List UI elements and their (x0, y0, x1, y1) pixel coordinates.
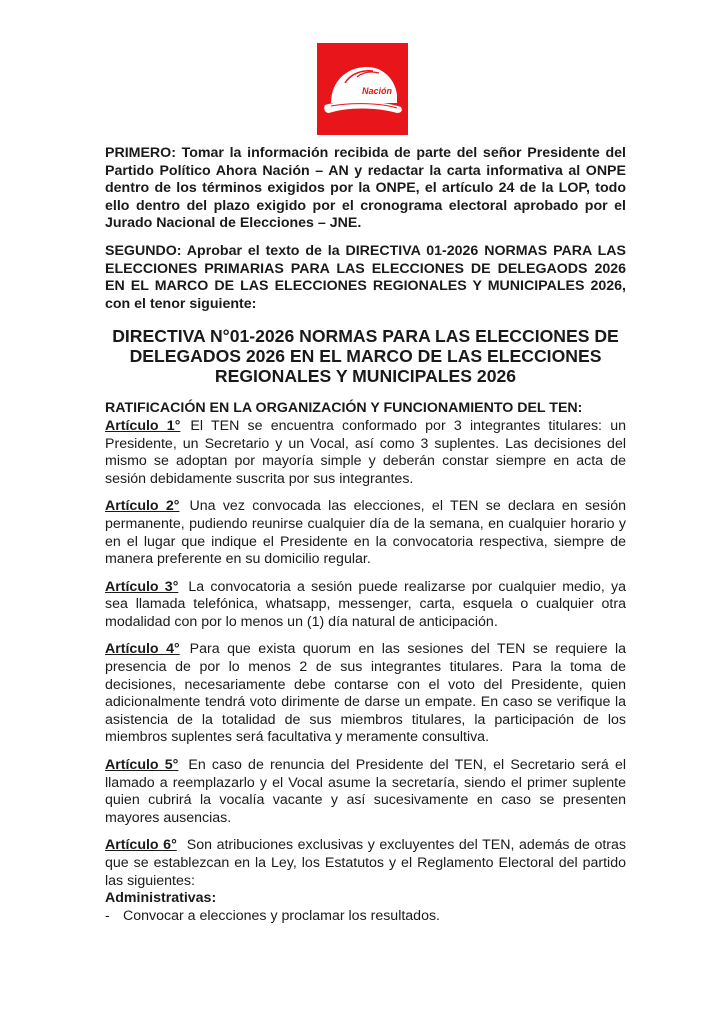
article-3 (105, 579, 626, 632)
directive-title: DIRECTIVA N°01-2026 NORMAS PARA LAS ELECCIONES DE DELEGADOS 2026 EN EL MARCO DE LAS ELECCIONES REGIONALES Y MUNICIPALES 2026 (112, 326, 619, 387)
section-heading: RATIFICACIÓN EN LA ORGANIZACIÓN Y FUNCIONAMIENTO DEL TEN: (105, 400, 583, 417)
article-4 (105, 641, 626, 747)
article-label: Artículo 4° (105, 641, 180, 658)
article-1 (105, 418, 626, 488)
list-item-text: Convocar a elecciones y proclamar los resultados. (123, 907, 441, 924)
list-item (105, 908, 626, 926)
article-text: La convocatoria a sesión puede realizarse por cualquier medio, ya sea llamada telefónica, whatsapp, messenger, carta, esquela o cualquier otra modalidad con por lo menos un (1) día natural de anticipación. (105, 578, 626, 630)
bullet-dash: - (105, 907, 110, 924)
article-label: Artículo 2° (105, 498, 180, 515)
article-5 (105, 757, 626, 827)
article-text: En caso de renuncia del Presidente del TEN, el Secretario será el llamado a reemplazarlo y el Vocal asume la secretaría, siendo el primer suplente quien cubrirá la vocalía vacante y así sucesivamente en caso se presenten mayores ausencias. (105, 757, 627, 826)
administrativas-heading: Administrativas: (105, 890, 217, 907)
article-label: Artículo 3° (105, 578, 179, 595)
article-text: Para que exista quorum en las sesiones del TEN se requiere la presencia de por lo menos 2 de sus integrantes titulares. Para la toma de decisiones, necesariamente debe contarse con el voto del Presidente, quien adicionalmente tendrá voto dirimente de darse un empate. En caso se verifique la asistencia de la totalidad de sus miembros titulares, la participación de los miembros suplentes será facultativa y meramente consultiva. (105, 641, 626, 746)
article-text: El TEN se encuentra conformado por 3 integrantes titulares: un Presidente, un Secretario y un Vocal, así como 3 suplentes. Las decisiones del mismo se adoptan por mayoría simple y deberán constar siempre en acta de sesión debidamente suscrita por sus integrantes. (105, 417, 626, 487)
article-label: Artículo 1° (105, 417, 181, 434)
article-6 (105, 837, 626, 890)
party-logo (317, 43, 408, 135)
segundo-paragraph: SEGUNDO: Aprobar el texto de la DIRECTIVA 01-2026 NORMAS PARA LAS ELECCIONES PRIMARIAS PARA LAS ELECCIONES DE DELEGAODS 2026 EN EL MARCO DE LAS ELECCIONES REGIONALES Y MUNICIPALES 2026, con el tenor siguiente: (105, 242, 626, 312)
logo-text: Nación (361, 86, 393, 96)
article-label: Artículo 6° (105, 837, 177, 854)
article-label: Artículo 5° (105, 757, 179, 774)
article-2 (105, 498, 626, 568)
document-body (105, 145, 626, 925)
article-text: Una vez convocada las elecciones, el TEN se declara en sesión permanente, pudiendo reunirse cualquier día de la semana, en cualquier horario y en el lugar que indique el Presidente en la convocatoria respectiva, siempre de manera preferente en su domicilio regular. (105, 498, 626, 568)
article-text: Son atribuciones exclusivas y excluyentes del TEN, además de otras que se establezcan en la Ley, los Estatutos y el Reglamento Electoral del partido las siguientes: (105, 837, 626, 889)
hard-hat-icon (317, 43, 408, 135)
primero-paragraph: PRIMERO: Tomar la información recibida de parte del señor Presidente del Partido Político Ahora Nación – AN y redactar la carta informativa al ONPE dentro de los términos exigidos por la ONPE, el artículo 24 de la LOP, todo ello dentro del plazo exigido por el cronograma electoral aprobado por el Jurado Nacional de Elecciones – JNE. (105, 145, 626, 232)
